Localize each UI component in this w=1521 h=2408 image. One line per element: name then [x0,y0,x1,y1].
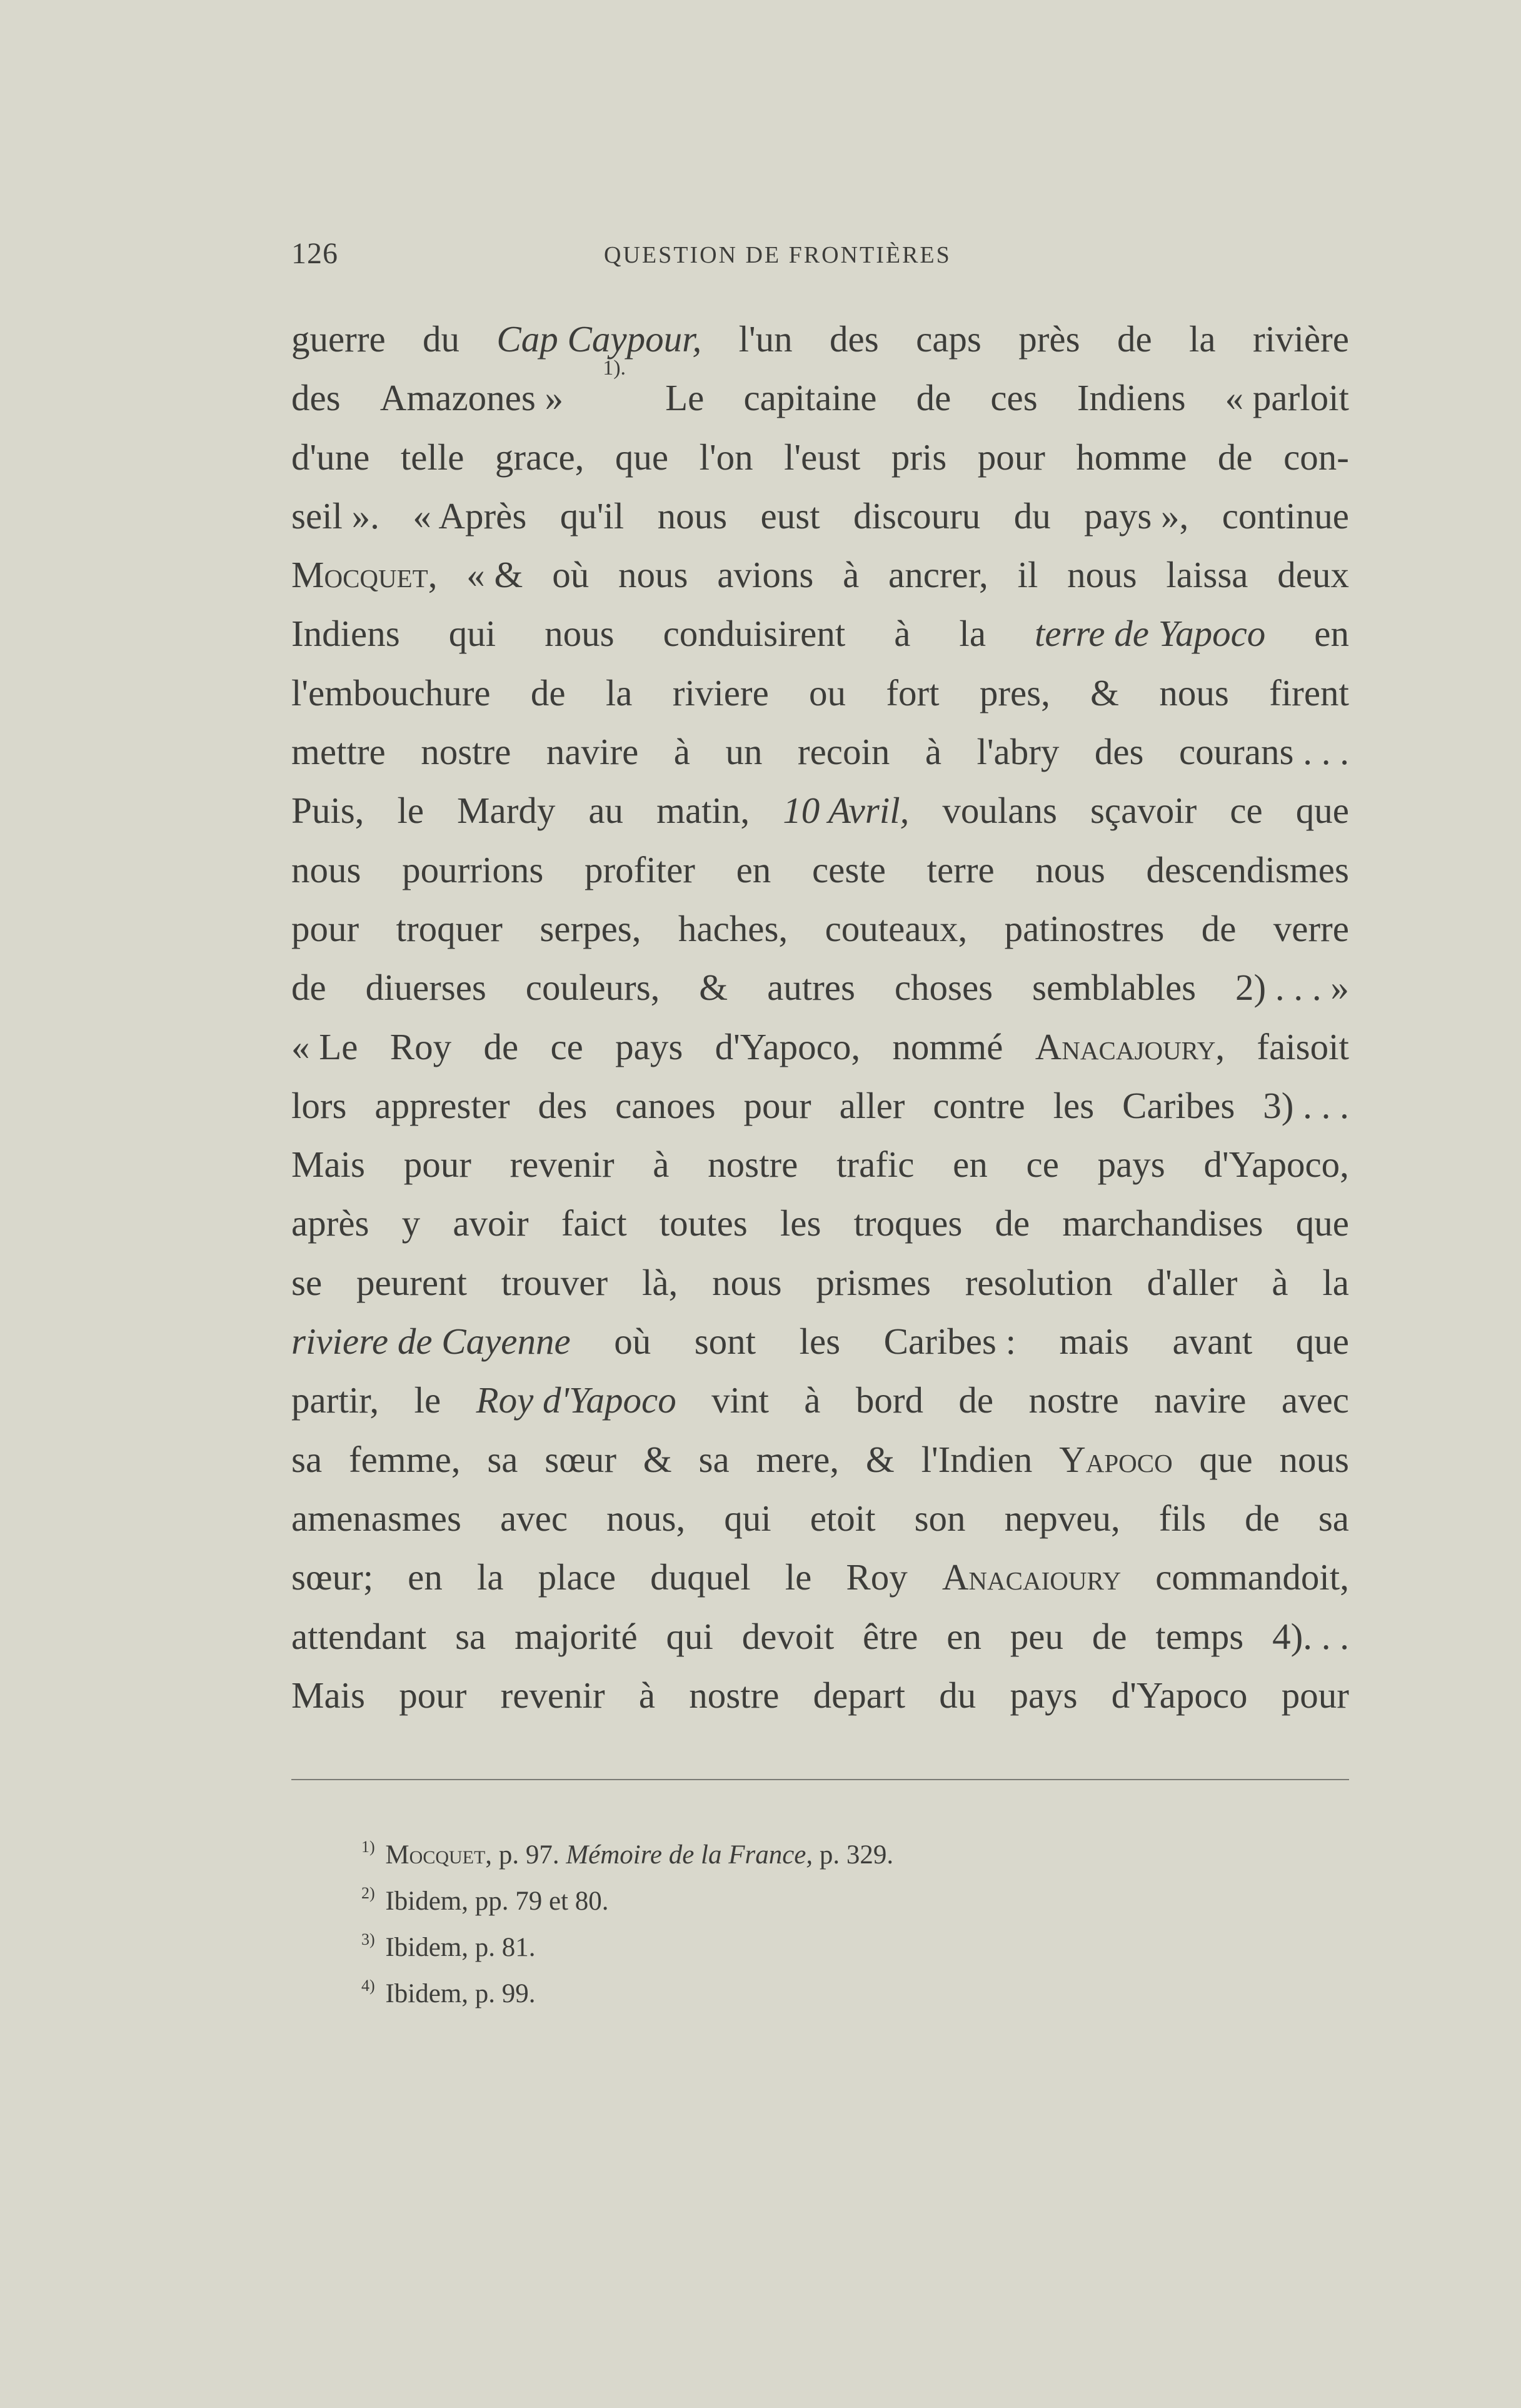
body-text [291,310,1349,1725]
text-line-1: guerre du Cap Caypour, l'un des caps près de la rivière [291,318,1349,360]
text-line-23: attendant sa majorité qui devoit être en peu de temps 4). . . [291,1607,1349,1666]
footnote-ref-2: 2) . . . » [1235,967,1349,1009]
footnote-ref-3: 3) . . . [1263,1084,1349,1126]
text-line-4: seil ». « Après qu'il nous eust discouru du pays », continue [291,495,1349,537]
text-line-5: Mocquet, « & où nous avions à ancrer, il nous laissa deux [291,554,1349,596]
text-line-10: nous pourrions profiter en ceste terre nous descendismes [291,849,1349,890]
text-line-16: après y avoir faict toutes les troques de marchandises que [291,1202,1349,1244]
text-line-11: pour troquer serpes, haches, couteaux, patinostres de verre [291,907,1349,949]
footnotes [361,1832,893,2017]
footnote-4: $^{4)}$ Ibidem, p. 99. [361,1977,536,2008]
footnote-divider [291,1779,1349,1780]
running-title: QUESTION DE FRONTIÈRES [604,242,951,268]
text-line-12: de diuerses couleurs, & autres choses semblables 2) . . . » [291,958,1349,1017]
footnote-3: $^{3)}$ Ibidem, p. 81. [361,1930,536,1962]
text-line-15: Mais pour revenir à nostre trafic en ce pays d'Yapoco, [291,1144,1349,1186]
text-line-22: sœur; en la place duquel le Roy Anacaioury commandoit, [291,1556,1349,1598]
text-line-6: Indiens qui nous conduisirent à la terre de Yapoco en [291,613,1349,655]
text-line-24: Mais pour revenir à nostre depart du pays d'Yapoco pour [291,1674,1349,1716]
footnote-ref-4: 4). . . [1272,1615,1349,1657]
text-line-21: amenasmes avec nous, qui etoit son nepveu, fils de sa [291,1497,1349,1539]
text-line-18: riviere de Cayenne où sont les Caribes : mais avant que [291,1321,1349,1363]
text-line-3: d'une telle grace, que l'on l'eust pris pour homme de con- [291,436,1349,478]
page-number: 126 [291,237,338,270]
text-line-9: Puis, le Mardy au matin, 10 Avril, voulans sçavoir ce que [291,790,1349,832]
footnote-1: $^{1)}$ Mocquet, p. 97. Mémoire de la France, p. 329. [361,1838,894,1870]
text-line-17: se peurent trouver là, nous prismes resolution d'aller à la [291,1261,1349,1303]
text-line-20: sa femme, sa sœur & sa mere, & l'Indien Yapoco que nous [291,1438,1349,1480]
text-line-7: l'embouchure de la riviere ou fort pres, & nous firent [291,672,1349,713]
text-line-14: lors apprester des canoes pour aller contre les Caribes 3) . . . [291,1076,1349,1135]
page-header [291,236,1348,280]
text-line-8: mettre nostre navire à un recoin à l'abry des courans . . . [291,731,1349,773]
text-line-2: des Amazones » 1). Le capitaine de ces Indiens « parloit [291,368,1349,427]
footnote-ref-1: 1). [603,356,626,380]
text-line-19: partir, le Roy d'Yapoco vint à bord de nostre navire avec [291,1379,1349,1421]
text-line-13: « Le Roy de ce pays d'Yapoco, nommé Anacajoury, faisoit [291,1025,1349,1067]
footnote-2: $^{2)}$ Ibidem, pp. 79 et 80. [361,1884,609,1916]
